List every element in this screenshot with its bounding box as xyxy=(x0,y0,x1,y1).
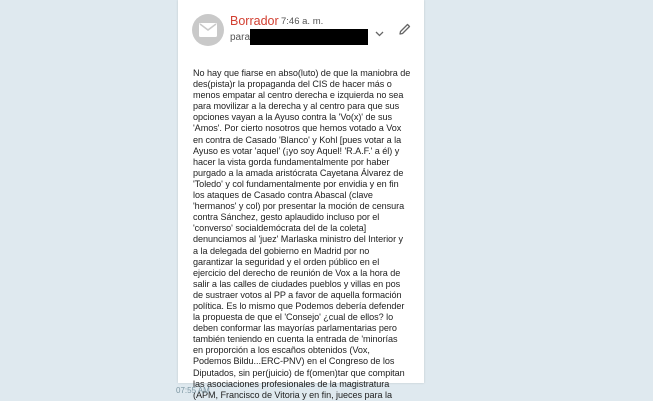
message-timestamp: 07:55 AM xyxy=(176,386,210,395)
redacted-recipient xyxy=(250,29,368,45)
recipient-label: para xyxy=(230,32,251,43)
envelope-icon xyxy=(199,23,217,37)
edit-pencil-icon[interactable] xyxy=(398,22,412,36)
chevron-down-icon[interactable] xyxy=(375,31,384,37)
draft-label: Borrador xyxy=(230,14,279,28)
message-body: No hay que fiarse en abso(luto) de que la maniobra de des(pista)r la propaganda del CIS de hacer más o menos empatar al centro derecha e izquierda no sea para movilizar a la derecha y al centro para que sus opciones vayan a la Ayuso contra la 'Vo(x)' de sus 'Amos'. Por cierto nosotros que hemos votado a Vox en contra de Casado 'Blanco' y Kohl [pues votar a la Ayuso es votar 'aquel' (¡yo soy Aquel! 'R.A.F.' a él) y hacer la vista gorda fundamentalmente por haber purgado a la amada aristócrata Cayetana Álvarez de 'Toledo' y col fundamentalmente por envidia y en fin los ataques de Casado contra Abascal (clave 'hermanos' y col) por presentar la moción de censura contra Sánchez, gesto aplaudido incluso por el 'converso' socialdemócrata del de la coleta] denunciamos al 'juez' Marlaska ministro del Interior y a la delegada del gobierno en Madrid por no garantizar la seguridad y el orden público en el ejercicio del derecho de reunión de Vox a la hora de salir a las calles de ciudades pueblos y villas en pos de sustraer votos al PP a favor de aquella formación política. Es lo mismo que Podemos debería defender la propuesta de que el 'Consejo' ¿cual de ellos? lo deben conformar las mayorías parlamentarias pero también teniendo en cuenta la entrada de 'minorías en proporción a los escaños obtenidos (Vox, Podemos Bildu...ERC-PNV) en el Congreso de los Diputados, sin per(juicio) de f(omen)tar que compitan las asociaciones profesionales de la magistratura (APM, Francisco de Vitoria y en fin, jueces para la xyxy=(193,68,411,400)
avatar xyxy=(192,14,224,46)
draft-time: 7:46 a. m. xyxy=(281,16,324,27)
